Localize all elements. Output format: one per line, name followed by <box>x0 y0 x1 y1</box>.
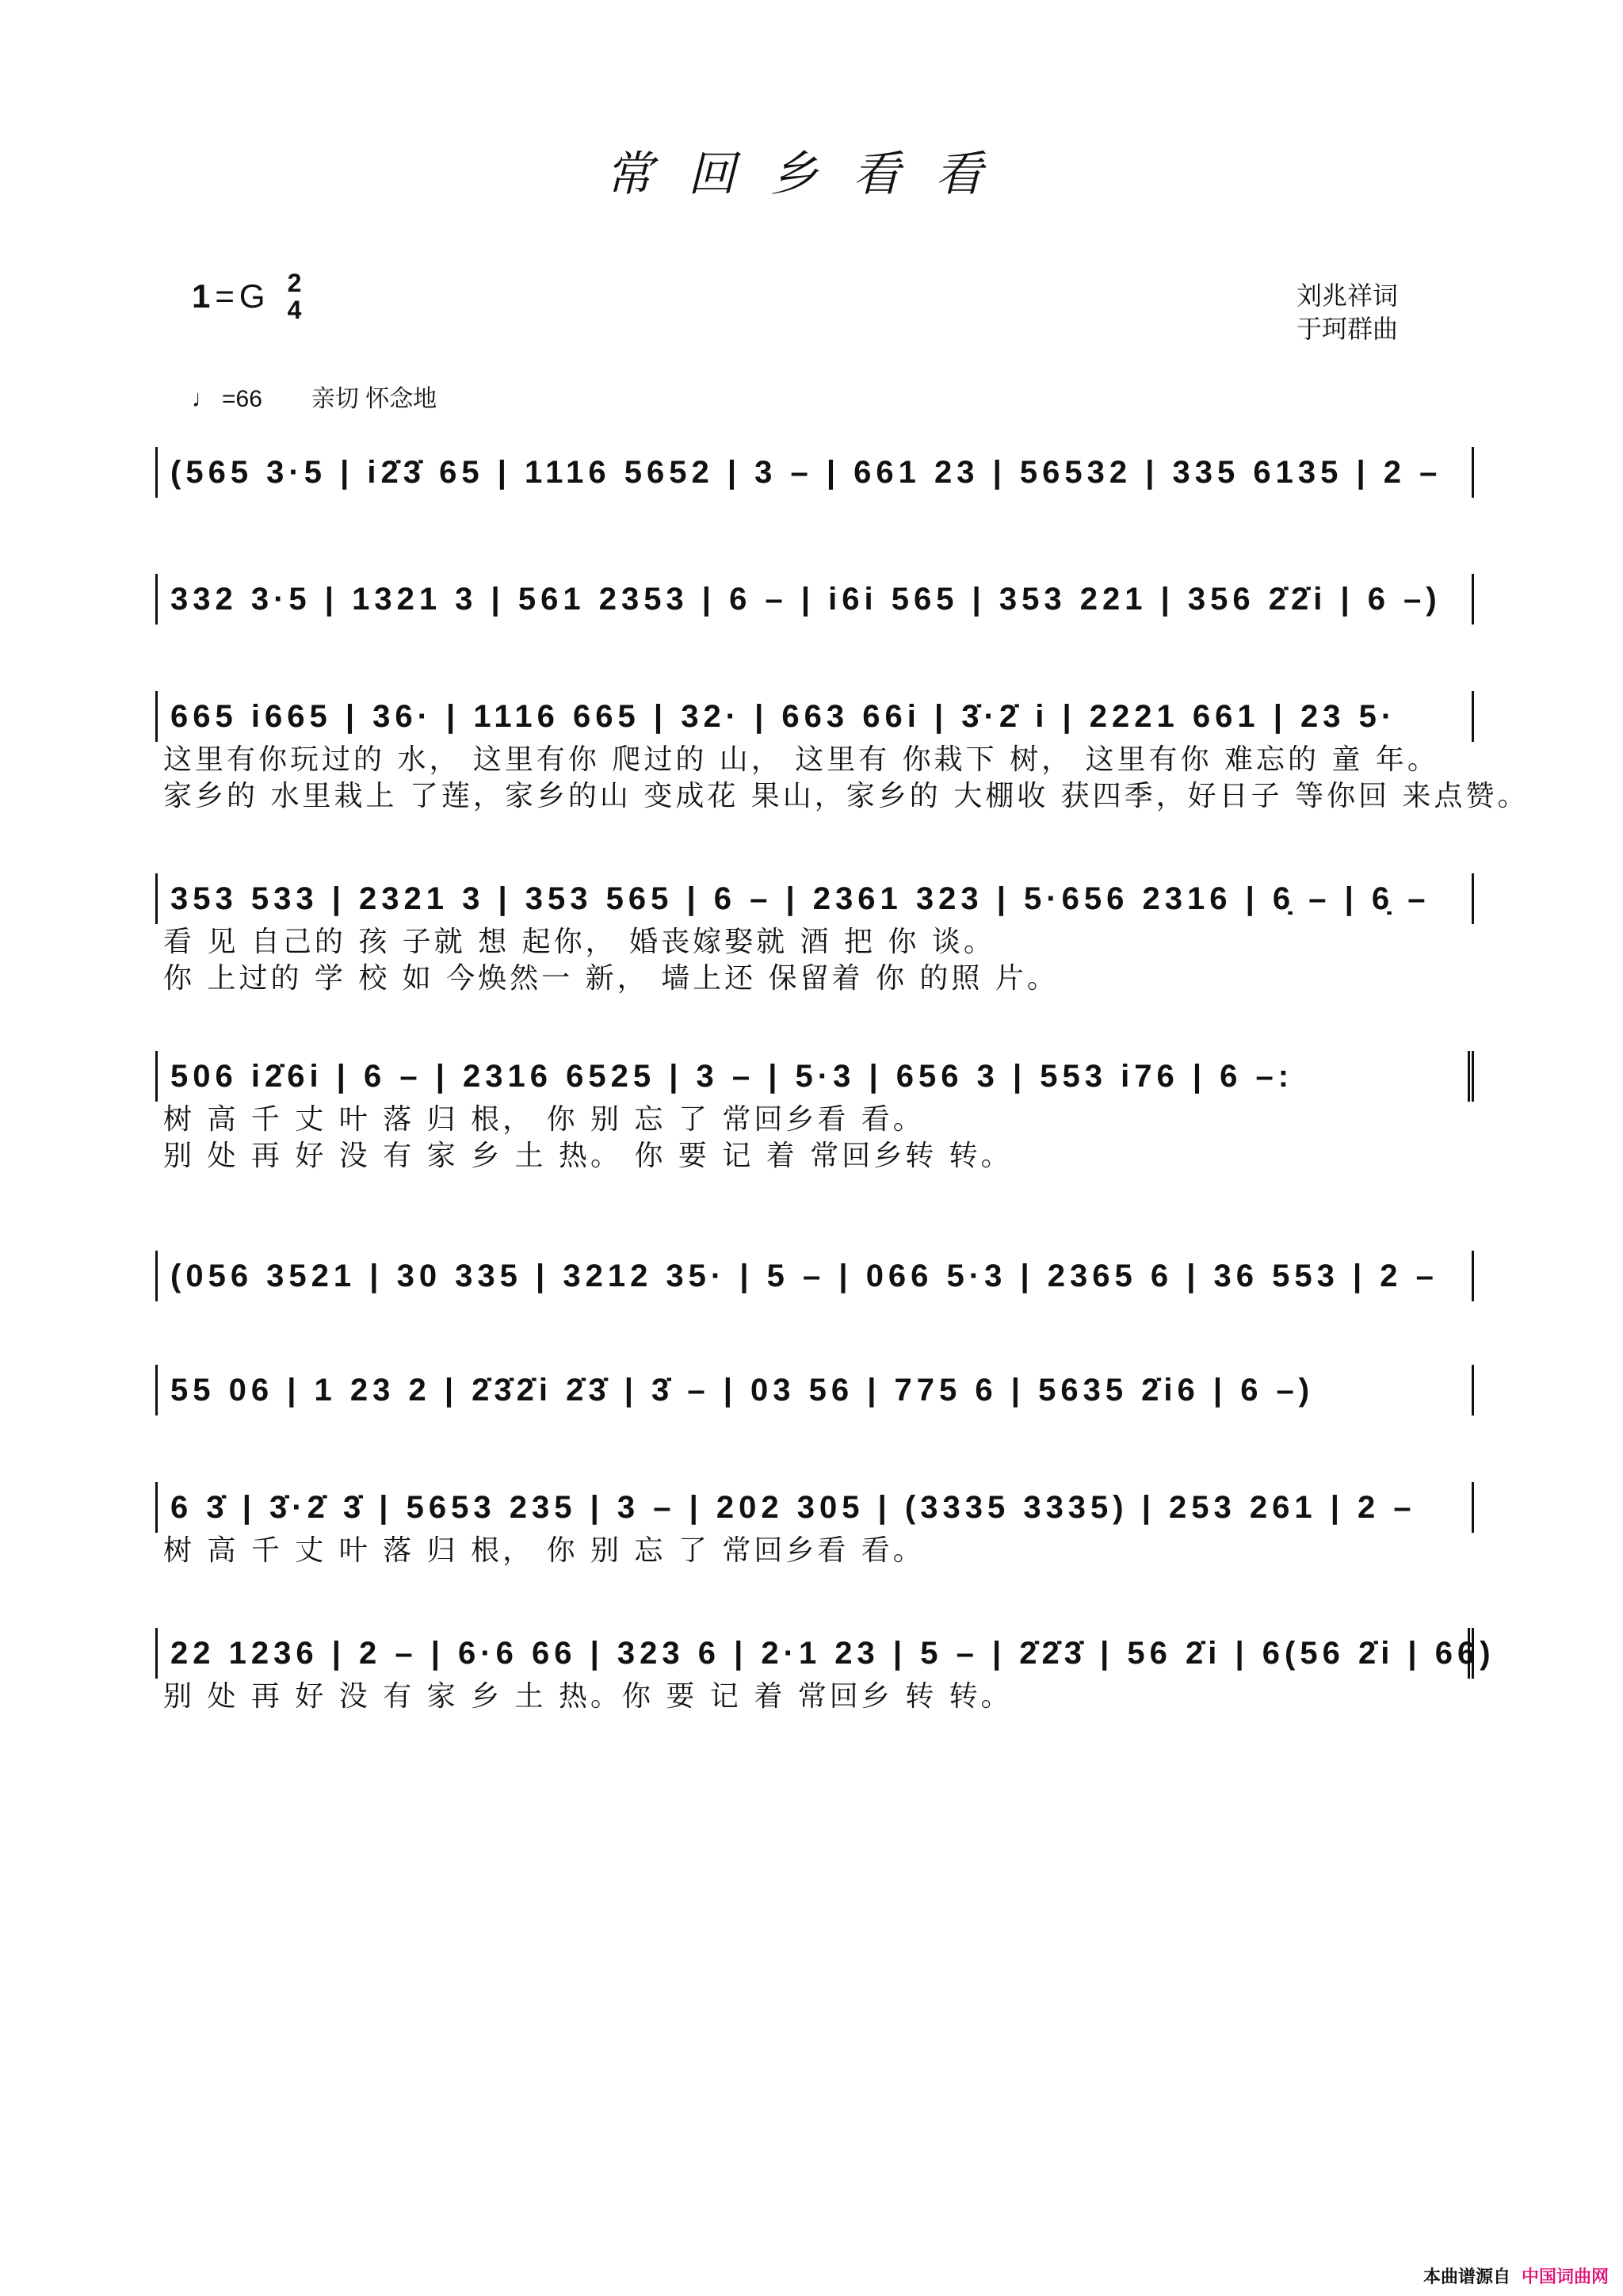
quarter-note-icon: ♩ <box>192 386 216 412</box>
score-system <box>155 1365 1474 1415</box>
score-system <box>155 691 1529 815</box>
score-system <box>155 447 1474 498</box>
lyric-verse-2: 别 处 再 好 没 有 家 乡 土 热。 你 要 记 着 常回乡转 转。 <box>163 1140 1013 1172</box>
site-watermark <box>1423 2264 1609 2288</box>
notation-line: 506 i2̇6i | 6 – | 2316 6525 | 3 – | 5·3 | 656 3 | 553 i76 | 6 –: <box>155 1051 1474 1102</box>
score-system <box>155 1628 1495 1715</box>
score-system <box>155 574 1474 625</box>
tempo-value: =66 <box>222 386 262 412</box>
time-signature-bottom: 4 <box>287 296 302 324</box>
composer-credit: 于珂群曲 <box>1296 315 1399 343</box>
notation-line: 353 533 | 2321 3 | 353 565 | 6 – | 2361 323 | 5·656 2316 | 6̣ – | 6̣ – <box>155 873 1474 924</box>
lyric-verse-1: 树 高 千 丈 叶 落 归 根， 你 别 忘 了 常回乡看 看。 <box>163 1103 925 1136</box>
lyric-verse-1: 看 见 自己的 孩 子就 想 起你， 婚丧嫁娶就 酒 把 你 谈。 <box>163 926 995 958</box>
notation-line: 22 1236 | 2 – | 6·6 66 | 323 6 | 2·1 23 | 5 – | 2̇2̇3̇ | 56 2̇i | 6(56 2̇i | 66) <box>155 1628 1474 1679</box>
notation-line: 665 i665 | 36· | 1116 665 | 32· | 663 66i | 3̇·2̇ i | 2221 661 | 23 5· <box>155 691 1474 742</box>
credits <box>1296 279 1398 346</box>
score-system <box>155 1251 1474 1301</box>
tempo-marking <box>192 379 437 414</box>
key-equals: = <box>215 277 235 315</box>
score-system <box>155 1482 1474 1569</box>
song-title: 常回乡看看 <box>605 147 1018 202</box>
lyricist-credit: 刘兆祥词 <box>1296 281 1399 310</box>
notation-line: 55 06 | 1 23 2 | 2̇3̇2̇i 2̇3̇ | 3̇ – | 03 56 | 775 6 | 5635 2̇i6 | 6 –) <box>155 1365 1474 1415</box>
lyric-verse-2: 家乡的 水里栽上 了莲，家乡的山 变成花 果山，家乡的 大棚收 获四季，好日子 等你回 来点赞。 <box>163 780 1529 812</box>
site-name: 中国词曲网 <box>1521 2267 1609 2287</box>
key-signature <box>192 269 301 323</box>
lyric-verse-1: 这里有你玩过的 水， 这里有你 爬过的 山， 这里有 你栽下 树， 这里有你 难忘的 童 年。 <box>163 743 1439 776</box>
notation-line: (565 3·5 | i2̇3̇ 65 | 1116 5652 | 3 – | 661 23 | 56532 | 335 6135 | 2 – <box>155 447 1474 498</box>
lyric-line: 树 高 千 丈 叶 落 归 根， 你 别 忘 了 常回乡看 看。 <box>163 1534 925 1567</box>
score-system <box>155 1051 1474 1175</box>
score-system <box>155 873 1474 997</box>
source-label: 本曲谱源自 <box>1423 2267 1510 2287</box>
notation-line: 6 3̇ | 3̇·2̇ 3̇ | 5653 235 | 3 – | 202 305 | (3335 3335) | 253 261 | 2 – <box>155 1482 1474 1533</box>
lyric-line: 别 处 再 好 没 有 家 乡 土 热。你 要 记 着 常回乡 转 转。 <box>163 1680 1013 1713</box>
key-letter: G <box>239 277 265 315</box>
expression-marking: 亲切 怀念地 <box>311 386 437 412</box>
notation-line: 332 3·5 | 1321 3 | 561 2353 | 6 – | i6i 565 | 353 221 | 356 2̇2̇i | 6 –) <box>155 574 1474 625</box>
lyric-verse-2: 你 上过的 学 校 如 今焕然一 新， 墙上还 保留着 你 的照 片。 <box>163 962 1059 995</box>
key-one: 1 <box>192 277 211 315</box>
time-signature-top: 2 <box>287 269 302 297</box>
notation-line: (056 3521 | 30 335 | 3212 35· | 5 – | 066 5·3 | 2365 6 | 36 553 | 2 – <box>155 1251 1474 1301</box>
time-signature <box>288 269 302 323</box>
